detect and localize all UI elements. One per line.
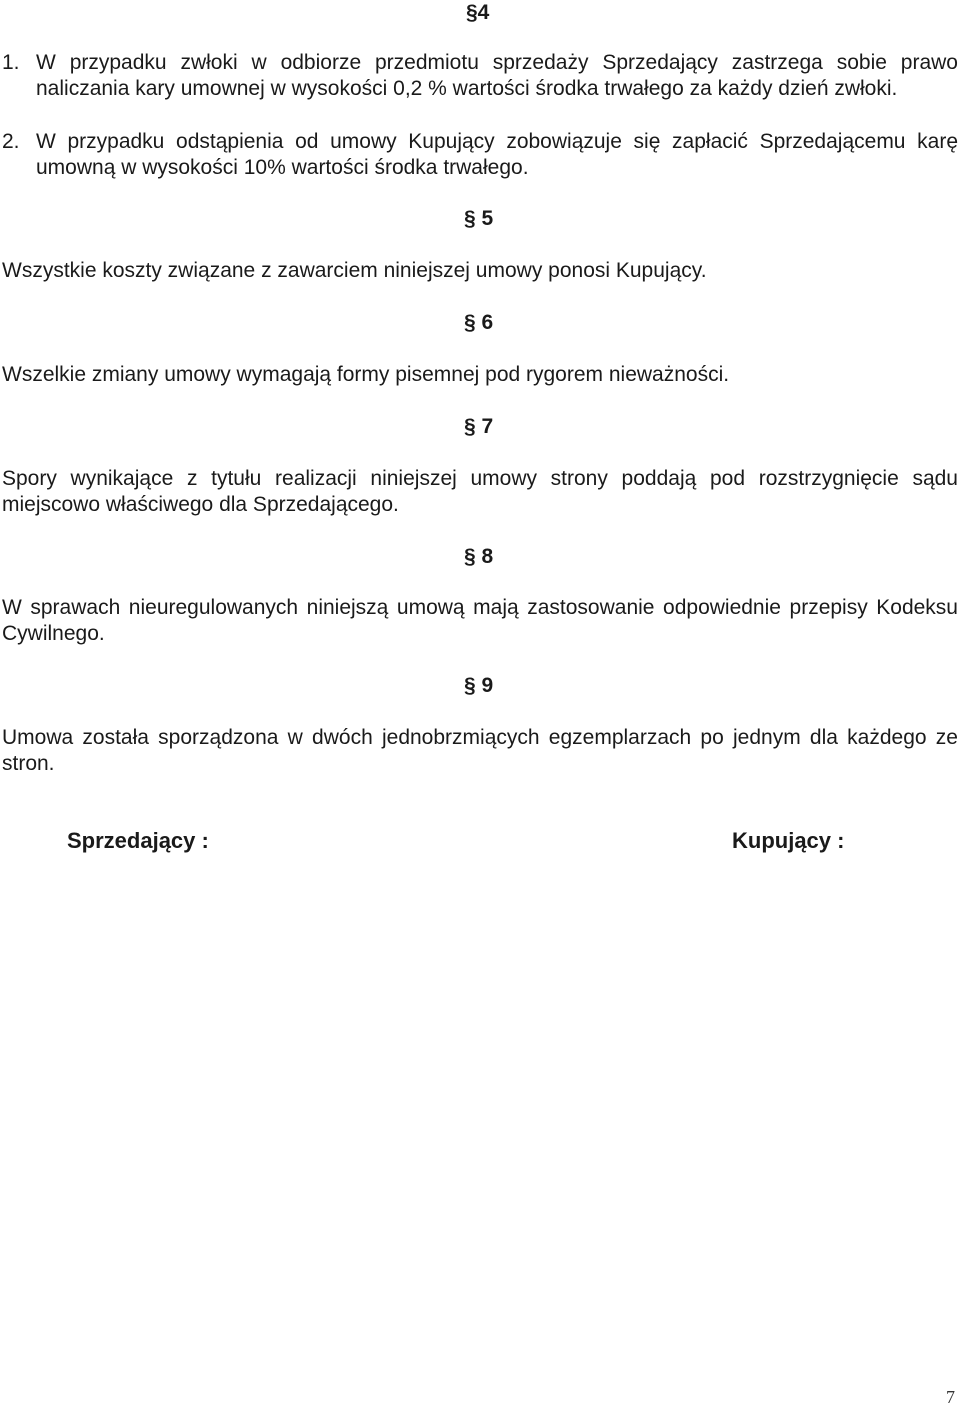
- section-4-heading: §4: [466, 1, 490, 24]
- par9-text: Umowa została sporządzona w dwóch jednobrzmiących egzemplarzach po jednym dla każdego ze stron.: [2, 726, 958, 775]
- section-sign: §: [464, 674, 476, 697]
- section-number: 9: [481, 674, 494, 697]
- section-7-heading: [464, 414, 493, 440]
- section-sign: §: [464, 311, 476, 334]
- section-number: 5: [481, 207, 494, 230]
- par7-text: Spory wynikające z tytułu realizacji niniejszej umowy strony poddają pod rozstrzygnięcie sądu miejscowo właściwego dla Sprzedającego.: [2, 467, 958, 516]
- list-number: 1.: [2, 51, 20, 74]
- section-sign: §: [464, 545, 476, 568]
- section-6-heading: [464, 310, 493, 336]
- section-9-heading: [464, 673, 493, 699]
- section-8-heading: [464, 544, 493, 570]
- section-number: 6: [481, 311, 494, 334]
- par4-item-2: [2, 129, 958, 181]
- par8-text: W sprawach nieuregulowanych niniejszą umową mają zastosowanie odpowiednie przepisy Kodeksu Cywilnego.: [2, 596, 958, 645]
- par4-item-1: [2, 50, 958, 102]
- section-sign: §: [464, 207, 476, 230]
- section-number: 7: [481, 415, 494, 438]
- par6-text: Wszelkie zmiany umowy wymagają formy pisemnej pod rygorem nieważności.: [2, 363, 730, 386]
- section-number: 8: [481, 545, 494, 568]
- section-5-heading: [464, 206, 493, 232]
- list-item-text: W przypadku zwłoki w odbiorze przedmiotu sprzedaży Sprzedający zastrzega sobie prawo naliczania kary umownej w wysokości 0,2 % wartości środka trwałego za każdy dzień zwłoki.: [36, 51, 958, 100]
- list-number: 2.: [2, 130, 20, 153]
- section-sign: §: [464, 415, 476, 438]
- seller-signature-label: Sprzedający :: [67, 828, 209, 853]
- page-number: 7: [946, 1387, 955, 1407]
- buyer-signature-label: Kupujący :: [732, 828, 845, 853]
- par5-text: Wszystkie koszty związane z zawarciem niniejszej umowy ponosi Kupujący.: [2, 259, 707, 282]
- list-item-text: W przypadku odstąpienia od umowy Kupujący zobowiązuje się zapłacić Sprzedającemu karę umowną w wysokości 10% wartości środka trwałego.: [36, 130, 958, 179]
